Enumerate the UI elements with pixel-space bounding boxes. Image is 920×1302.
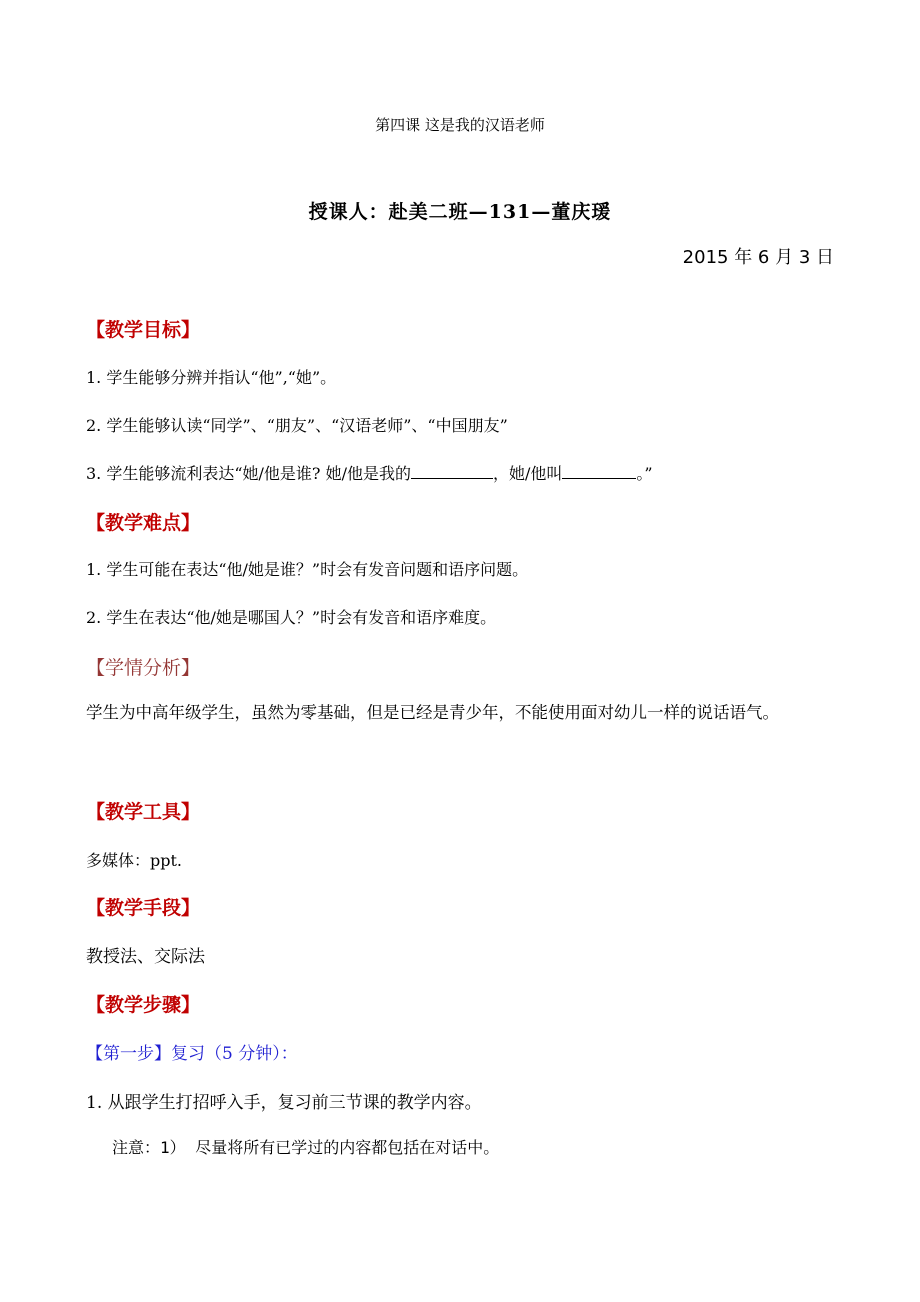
difficulties-heading: 【教学难点】 [86,512,201,534]
objective-item-3-middle: ，她/他叫 [492,464,563,483]
analysis-heading: 【学情分析】 [86,657,201,679]
methods-heading: 【教学手段】 [86,897,201,919]
objective-item-1: 1. 学生能够分辨并指认“他”,“她”。 [86,368,337,387]
teacher-line: 授课人：赴美二班—131—董庆瑗 [308,201,612,223]
tools-heading: 【教学工具】 [86,801,201,823]
objectives-heading: 【教学目标】 [86,319,201,341]
objective-item-2: 2. 学生能够认读“同学”、“朋友”、“汉语老师”、“中国朋友” [86,416,508,435]
step1-note: 注意：1） 尽量将所有已学过的内容都包括在对话中。 [112,1138,500,1157]
objective-item-3-suffix: 。” [636,464,653,483]
objective-item-3-prefix: 3. 学生能够流利表达“她/他是谁? 她/他是我的 [86,464,411,483]
difficulty-item-1: 1. 学生可能在表达“他/她是谁？”时会有发音问题和语序问题。 [86,560,529,579]
lesson-date: 2015 年 6 月 3 日 [682,247,834,268]
steps-heading: 【教学步骤】 [86,994,201,1016]
step1-heading: 【第一步】复习（5 分钟）： [86,1044,298,1064]
objective-item-3 [86,461,653,484]
step1-item-1: 1. 从跟学生打招呼入手，复习前三节课的教学内容。 [86,1093,482,1113]
lesson-title: 第四课 这是我的汉语老师 [375,116,545,134]
fill-in-blank-2 [562,464,636,479]
methods-text: 教授法、交际法 [86,947,205,967]
difficulty-item-2: 2. 学生在表达“他/她是哪国人？”时会有发音和语序难度。 [86,608,497,627]
analysis-text: 学生为中高年级学生，虽然为零基础，但是已经是青少年，不能使用面对幼儿一样的说话语气。 [86,703,779,722]
fill-in-blank-1 [411,464,493,479]
tools-text: 多媒体：ppt. [86,851,183,870]
